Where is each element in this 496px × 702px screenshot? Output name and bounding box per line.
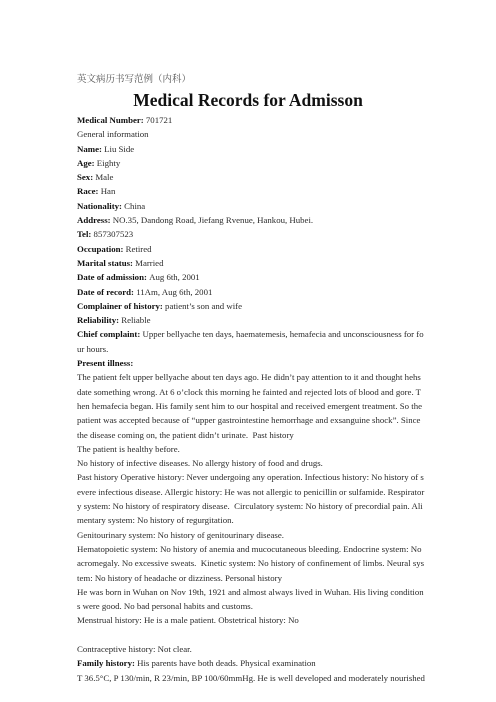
field-text: Retired <box>125 243 152 254</box>
field-label: Occupation: <box>77 243 126 254</box>
field-label: Sex: <box>77 172 96 183</box>
field-label: Chief complaint: <box>77 329 143 340</box>
field-text: Reliable <box>121 315 151 326</box>
field-text: NO.35, Dandong Road, Jiefang Rvenue, Hankou, Hubei. <box>112 215 314 226</box>
record-line <box>77 356 422 370</box>
field-text: patient was accepted because of “upper gastrointestine hemorrhage and exsanguine shock”. Since <box>77 415 421 426</box>
record-line <box>77 485 425 499</box>
field-label: Reliability: <box>77 315 122 326</box>
record-line <box>77 513 422 527</box>
field-text: 11Am, Aug 6th, 2001 <box>136 286 213 297</box>
field-text: the disease coming on, the patient didn’t urinate. Past history <box>77 429 294 440</box>
field-text: patient’s son and wife <box>165 300 243 311</box>
field-text: The patient is healthy before. <box>77 443 180 454</box>
field-text: No history of infective diseases. No allergy history of food and drugs. <box>77 458 323 469</box>
record-line <box>77 671 425 685</box>
field-text: The patient felt upper bellyache about ten days ago. He didn’t pay attention to it and thought hehs <box>77 372 421 383</box>
field-text: Han <box>100 186 116 197</box>
record-line <box>77 199 422 213</box>
record-line <box>77 413 422 427</box>
field-text: Hematopoietic system: No history of anemia and mucocutaneous bleeding. Endocrine system: No <box>77 543 422 554</box>
record-line <box>77 599 422 613</box>
field-text: tem: No history of headache or dizziness. Personal history <box>77 572 282 583</box>
record-line <box>77 285 422 299</box>
record-line <box>77 499 422 513</box>
record-line <box>77 628 422 642</box>
field-text: Married <box>135 257 164 268</box>
record-line <box>77 213 422 227</box>
field-text: China <box>124 200 146 211</box>
record-line <box>77 556 425 570</box>
record-line <box>77 585 422 599</box>
record-line <box>77 571 422 585</box>
field-text: evere infectious disease. Allergic history: He was not allergic to penicillin or sulfamide. Respirator <box>77 486 425 497</box>
field-label: Present illness: <box>77 358 134 369</box>
record-line <box>77 142 422 156</box>
record-line <box>77 113 422 127</box>
field-text: His parents have both deads. Physical examination <box>137 658 316 669</box>
field-text: Genitourinary system: No history of genitourinary disease. <box>77 529 284 540</box>
record-line <box>77 156 422 170</box>
field-label: Date of admission: <box>77 272 150 283</box>
record-line <box>77 242 422 256</box>
field-label: Family history: <box>77 658 138 669</box>
field-text: T 36.5°C, P 130/min, R 23/min, BP 100/60mmHg. He is well developed and moderately nourished <box>77 672 425 683</box>
field-label: Medical Number: <box>77 115 146 125</box>
field-label: Address: <box>77 215 113 226</box>
record-line <box>77 642 422 656</box>
record-line <box>77 370 422 384</box>
page-title: Medical Records for Admisson <box>133 90 363 110</box>
record-line <box>77 613 422 627</box>
field-label: Name: <box>77 143 105 154</box>
medical-record-body <box>77 113 425 685</box>
field-text: s were good. No bad personal habits and customs. <box>77 601 253 612</box>
record-line <box>77 456 422 470</box>
record-line <box>77 528 422 542</box>
field-text: acromegaly. No excessive sweats. Kinetic system: No history of confinement of limbs. Neural sys <box>77 558 425 569</box>
field-text: Eighty <box>96 157 121 168</box>
field-text: Upper bellyache ten days, haematemesis, hemafecia and unconsciousness for fo <box>142 329 424 340</box>
record-line <box>77 327 422 341</box>
field-label: Tel: <box>77 229 94 240</box>
record-line <box>77 656 422 670</box>
field-text: y system: No history of respiratory disease. Circulatory system: No history of precordial pain. Ali <box>77 501 423 512</box>
record-line <box>77 399 422 413</box>
record-line <box>77 385 422 399</box>
field-text: Past history Operative history: Never undergoing any operation. Infectious history: No history of s <box>77 472 424 483</box>
field-text: hen hemafecia began. His family sent him to our hospital and received emergent treatment. So the <box>77 400 423 411</box>
field-label: Race: <box>77 186 101 197</box>
record-line <box>77 270 422 284</box>
field-text: Male <box>95 172 114 183</box>
record-line <box>77 184 422 198</box>
field-label: Date of record: <box>77 286 137 297</box>
field-text: General information <box>77 129 149 140</box>
record-line <box>77 170 422 184</box>
record-line <box>77 256 422 270</box>
record-line <box>77 313 422 327</box>
field-label: Complainer of history: <box>77 300 166 311</box>
record-line <box>77 470 422 484</box>
field-text: Liu Side <box>104 143 135 154</box>
record-line <box>77 342 422 356</box>
record-line <box>77 227 422 241</box>
field-text: 701721 <box>145 115 173 125</box>
record-line <box>77 299 422 313</box>
field-label: Marital status: <box>77 257 136 268</box>
record-line <box>77 442 422 456</box>
field-text: Aug 6th, 2001 <box>149 272 200 283</box>
field-text: Menstrual history: He is a male patient. Obstetrical history: No <box>77 615 299 626</box>
record-line <box>77 428 422 442</box>
record-line <box>77 542 422 556</box>
field-text: 857307523 <box>93 229 134 240</box>
field-text: date something wrong. At 6 o’clock this morning he fainted and rejected lots of blood and gore. T <box>77 386 422 397</box>
field-text: Contraceptive history: Not clear. <box>77 643 192 654</box>
document-category-header: 英文病历书写范例（内科） <box>77 74 192 85</box>
field-label: Nationality: <box>77 200 125 211</box>
field-text: He was born in Wuhan on Nov 19th, 1921 and almost always lived in Wuhan. His living condition <box>77 586 424 597</box>
field-label: Age: <box>77 157 97 168</box>
field-text: ur hours. <box>77 343 109 354</box>
field-text: mentary system: No history of regurgitation. <box>77 515 234 526</box>
record-line <box>77 127 422 141</box>
